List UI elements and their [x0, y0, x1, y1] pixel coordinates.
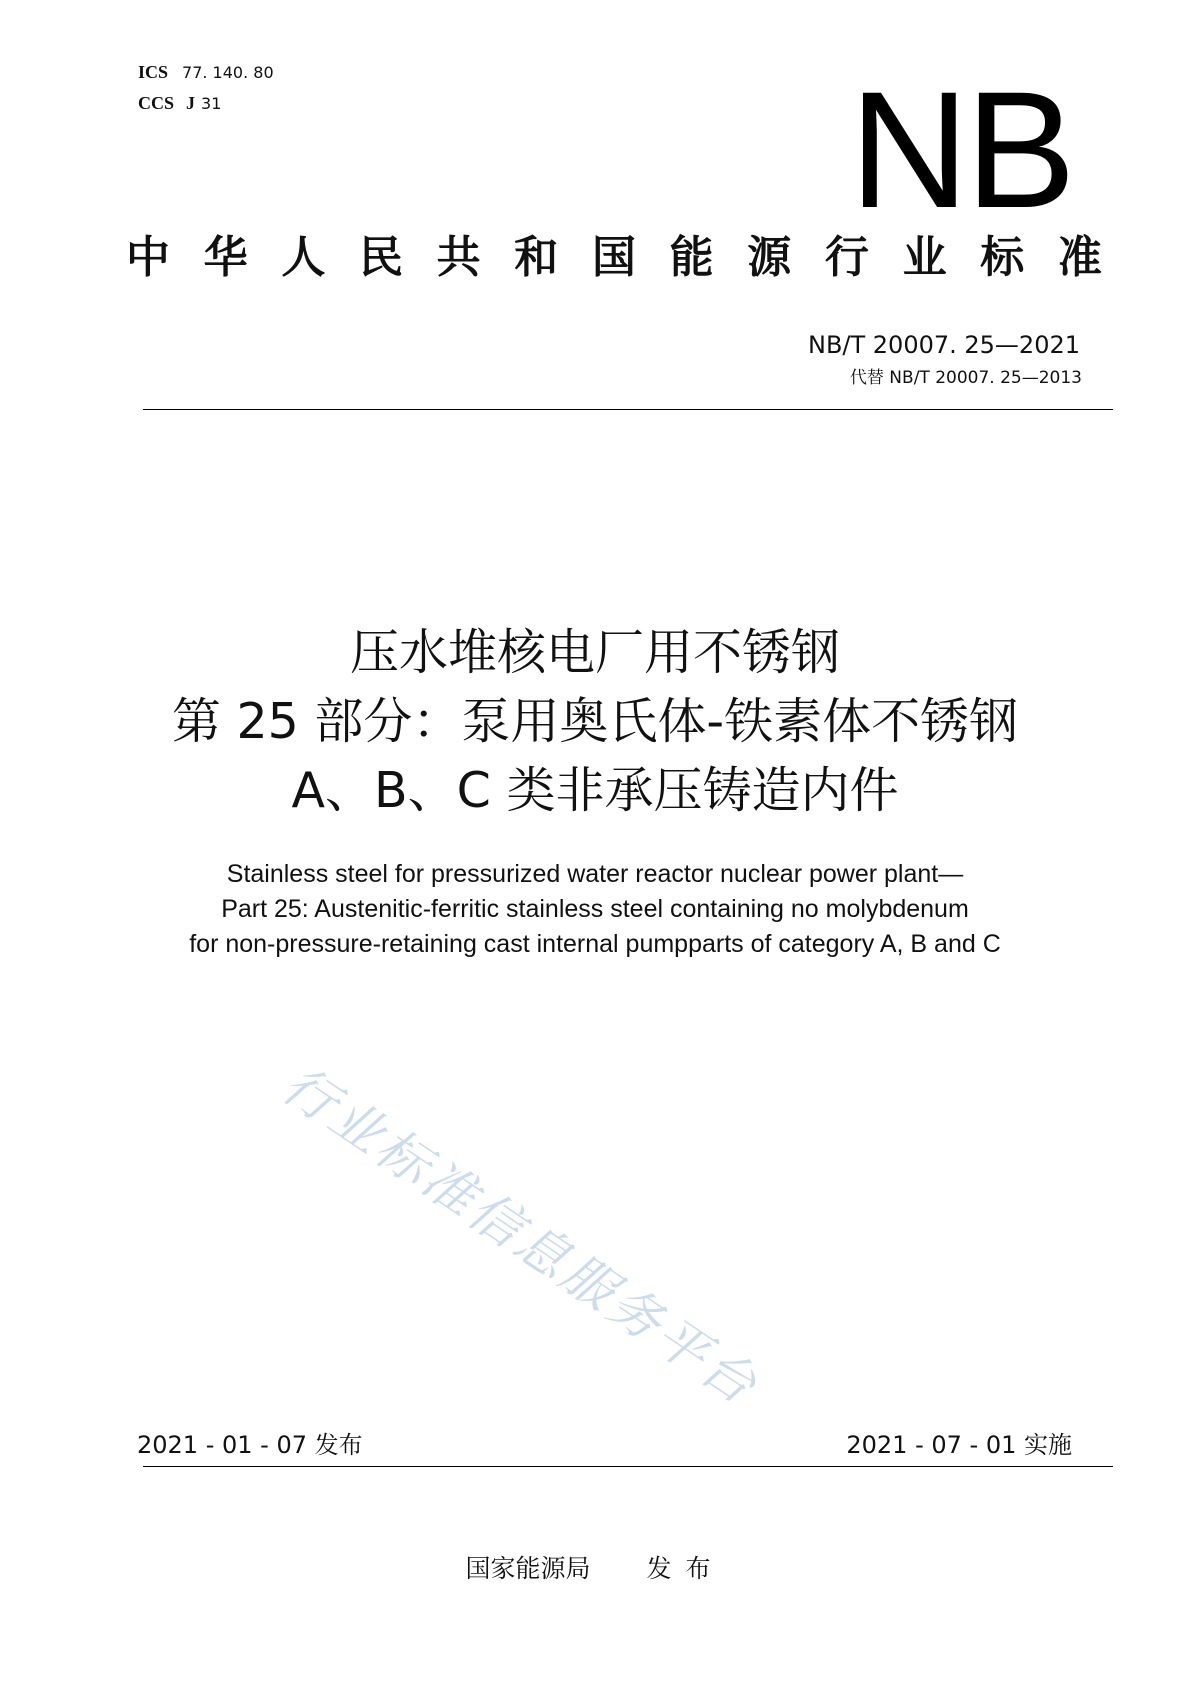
- replaces-standard: 代替 NB/T 20007. 25—2013: [849, 368, 1082, 388]
- watermark: 行业标准信息服务平台: [271, 1055, 770, 1418]
- ccs-label: CCS: [138, 93, 175, 113]
- title-cn-line-1: 压水堆核电厂用不锈钢: [349, 624, 840, 681]
- standard-category-char: 能: [669, 232, 714, 283]
- header-divider: [143, 409, 1113, 410]
- ccs-code: [138, 93, 221, 114]
- standard-category-char: 行: [824, 232, 869, 283]
- standard-category-char: 中: [126, 232, 170, 283]
- standard-category-char: 源: [747, 232, 792, 283]
- standard-category-char: 和: [514, 232, 559, 283]
- footer-divider: [143, 1466, 1113, 1467]
- standard-category-char: 业: [902, 232, 947, 283]
- issuer-action: 发布: [646, 1554, 725, 1583]
- standard-category-char: 标: [980, 232, 1025, 283]
- effective-date: 2021 - 07 - 01 实施: [846, 1431, 1072, 1459]
- ccs-value-number: 31: [201, 94, 222, 113]
- ics-label: ICS: [138, 62, 169, 82]
- standard-number: NB/T 20007. 25—2021: [807, 331, 1080, 359]
- standard-category-char: 国: [591, 232, 636, 283]
- title-en-line-3: for non-pressure-retaining cast internal pumpparts of category A, B and C: [189, 930, 1001, 958]
- standard-category-char: 民: [358, 232, 403, 283]
- ics-value: 77. 140. 80: [182, 63, 274, 82]
- title-cn-line-2: 第 25 部分：泵用奥氏体-铁素体不锈钢: [171, 693, 1019, 750]
- ics-code: [138, 62, 274, 83]
- standard-category-char: 华: [203, 232, 248, 283]
- standard-category-char: 人: [281, 232, 326, 283]
- standard-category-char: 共: [436, 232, 481, 283]
- title-cn-line-3: A、B、C 类非承压铸造内件: [291, 762, 899, 819]
- issuer-org: 国家能源局: [465, 1554, 591, 1583]
- title-en-line-2: Part 25: Austenitic-ferritic stainless steel containing no molybdenum: [221, 895, 969, 923]
- ccs-value-letter: J: [186, 93, 196, 113]
- title-en-line-1: Stainless steel for pressurized water reactor nuclear power plant—: [226, 860, 964, 888]
- issuer: [0, 1553, 1190, 1585]
- standard-category-title: [126, 230, 1102, 286]
- issue-date: 2021 - 01 - 07 发布: [137, 1431, 363, 1459]
- standard-category-char: 准: [1057, 232, 1102, 283]
- nb-logo: NB: [849, 58, 1072, 243]
